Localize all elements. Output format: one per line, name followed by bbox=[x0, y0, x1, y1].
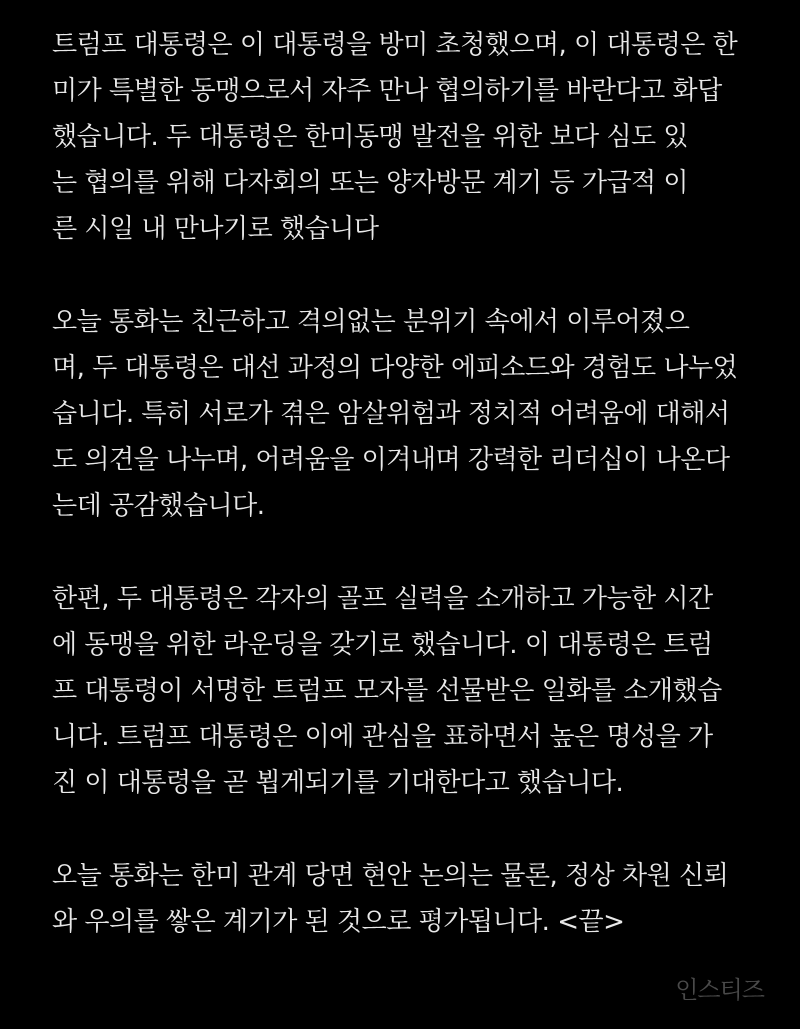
paragraph-3 bbox=[52, 576, 772, 806]
article-body bbox=[52, 22, 772, 992]
text-line: 며, 두 대통령은 대선 과정의 다양한 에피소드와 경험도 나누었 bbox=[52, 353, 738, 383]
text-line: 트럼프 대통령은 이 대통령을 방미 초청했으며, 이 대통령은 한 bbox=[52, 30, 738, 60]
text-line: 와 우의를 쌓은 계기가 된 것으로 평가됩니다. <끝> bbox=[52, 907, 625, 937]
text-line: 에 동맹을 위한 라운딩을 갖기로 했습니다. 이 대통령은 트럼 bbox=[52, 630, 713, 660]
paragraph-1 bbox=[52, 22, 772, 252]
paragraph-2 bbox=[52, 299, 772, 529]
text-line: 진 이 대통령을 곧 뵙게되기를 기대한다고 했습니다. bbox=[52, 768, 624, 798]
paragraph-4 bbox=[52, 853, 772, 945]
text-line: 는 협의를 위해 다자회의 또는 양자방문 계기 등 가급적 이 bbox=[52, 168, 689, 198]
text-line: 도 의견을 나누며, 어려움을 이겨내며 강력한 리더십이 나온다 bbox=[52, 445, 730, 475]
text-line: 습니다. 특히 서로가 겪은 암살위험과 정치적 어려움에 대해서 bbox=[52, 399, 730, 429]
text-line: 는데 공감했습니다. bbox=[52, 491, 265, 521]
text-line: 오늘 통화는 친근하고 격의없는 분위기 속에서 이루어졌으 bbox=[52, 307, 690, 337]
text-line: 니다. 트럼프 대통령은 이에 관심을 표하면서 높은 명성을 가 bbox=[52, 722, 713, 752]
text-line: 미가 특별한 동맹으로서 자주 만나 협의하기를 바란다고 화답 bbox=[52, 76, 722, 106]
watermark-logo: 인스티즈 bbox=[675, 976, 764, 1004]
text-line: 른 시일 내 만나기로 했습니다 bbox=[52, 214, 379, 244]
text-line: 했습니다. 두 대통령은 한미동맹 발전을 위한 보다 심도 있 bbox=[52, 122, 689, 152]
text-line: 프 대통령이 서명한 트럼프 모자를 선물받은 일화를 소개했습 bbox=[52, 676, 722, 706]
text-line: 오늘 통화는 한미 관계 당면 현안 논의는 물론, 정상 차원 신뢰 bbox=[52, 861, 729, 891]
text-line: 한편, 두 대통령은 각자의 골프 실력을 소개하고 가능한 시간 bbox=[52, 584, 713, 614]
